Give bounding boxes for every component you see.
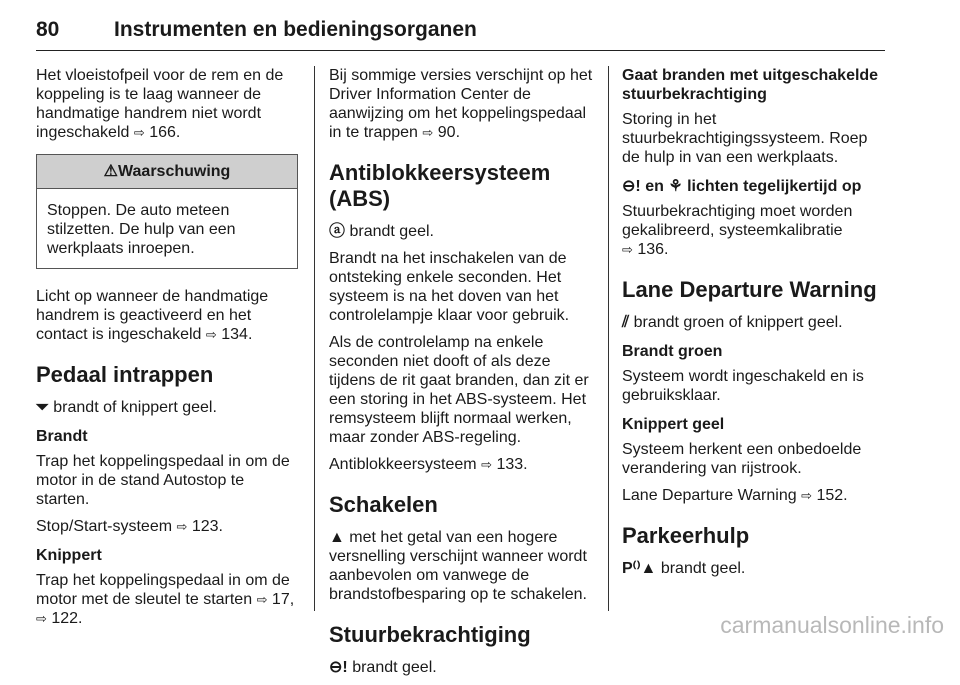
warning-text: Stoppen. De auto meteen stilzetten. De hulp van een werkplaats inroepen. xyxy=(47,202,236,257)
page-ref[interactable]: 133. xyxy=(496,456,528,473)
shift-up-icon: ▲ xyxy=(329,529,345,546)
paragraph: Stuurbekrachtiging moet worden gekalibreerd, systeemkalibratie ⇨ 136. xyxy=(622,203,853,258)
immobiliser-icon: ⚘ xyxy=(668,178,683,195)
ref-arrow-icon: ⇨ xyxy=(36,611,47,626)
sub-heading: Brandt xyxy=(36,428,88,445)
sub-heading: Knippert xyxy=(36,547,102,564)
paragraph: Storing in het stuurbekrachtigingssysteem. Roep de hulp in van een werkplaats. xyxy=(622,111,868,166)
steering-icon: ⊖! xyxy=(622,178,641,195)
paragraph: Trap het koppelingspedaal in om de motor in de stand Autostop te starten. xyxy=(36,453,290,508)
watermark: carmanualsonline.info xyxy=(720,612,944,638)
paragraph: ▲ met het getal van een hogere versnelling verschijnt wanneer wordt aanbevolen om vanwege de brandstofbesparing op te schakelen. xyxy=(329,529,587,603)
indicator-line: ⓐ brandt geel. xyxy=(329,223,434,240)
section-heading: Pedaal intrappen xyxy=(36,362,214,387)
column-1 xyxy=(36,66,298,636)
page-number: 80 xyxy=(36,18,60,41)
ref-arrow-icon: ⇨ xyxy=(801,488,812,503)
paragraph: Trap het koppelingspedaal in om de motor met de sleutel te starten ⇨ 17, ⇨ 122. xyxy=(36,572,295,627)
page-ref[interactable]: 122. xyxy=(51,610,83,627)
abs-icon: ⓐ xyxy=(329,223,346,240)
clutch-pedal-icon: ⏷ xyxy=(36,399,49,416)
sub-heading: ⊖! en ⚘ lichten tegelijkertijd op xyxy=(622,178,862,195)
paragraph: Stop/Start-systeem ⇨ 123. xyxy=(36,518,223,535)
ref-arrow-icon: ⇨ xyxy=(481,457,492,472)
column-2 xyxy=(329,66,594,685)
sub-heading: Knippert geel xyxy=(622,416,725,433)
page-header xyxy=(36,0,885,51)
paragraph: Het vloeistofpeil voor de rem en de koppeling is te laag wanneer de handmatige handrem niet wordt ingeschakeld ⇨ 166. xyxy=(36,67,284,141)
paragraph: Bij sommige versies verschijnt op het Driver Information Center de aanwijzing om het koppelingspedaal in te trappen ⇨ 90. xyxy=(329,67,593,141)
section-heading: Stuurbekrachtiging xyxy=(329,622,531,647)
warning-title: Waarschuwing xyxy=(118,163,231,180)
paragraph: Als de controlelamp na enkele seconden niet dooft of als deze tijdens de rit gaat branden, dan zit er een storing in het ABS-systeem. Het remsysteem blijft normaal werken, maar zonder ABS-regeling. xyxy=(329,334,589,446)
ref-arrow-icon: ⇨ xyxy=(256,592,268,607)
ref-arrow-icon: ⇨ xyxy=(176,519,188,534)
warning-header xyxy=(37,155,297,189)
page-ref[interactable]: 134. xyxy=(221,326,253,343)
page-ref[interactable]: 152. xyxy=(816,487,848,504)
indicator-line: ⫽ brandt groen of knippert geel. xyxy=(622,314,843,331)
indicator-line: ⊖! brandt geel. xyxy=(329,659,437,676)
column-divider xyxy=(608,66,609,611)
section-heading: Antiblokkeersysteem (ABS) xyxy=(329,160,551,211)
running-title: Instrumenten en bedieningsorganen xyxy=(114,18,477,41)
ref-arrow-icon: ⇨ xyxy=(622,242,633,257)
page-ref[interactable]: 136. xyxy=(637,241,669,258)
paragraph: Brandt na het inschakelen van de ontsteking enkele seconden. Het systeem is na het doven van het controlelampje klaar voor gebruik. xyxy=(329,250,570,324)
section-heading: Parkeerhulp xyxy=(622,523,750,548)
sub-heading: Gaat branden met uitgeschakelde stuurbekrachtiging xyxy=(622,67,879,103)
paragraph: Systeem herkent een onbedoelde verandering van rijstrook. xyxy=(622,441,862,477)
column-3 xyxy=(622,66,884,586)
section-heading: Lane Departure Warning xyxy=(622,277,877,302)
page-ref[interactable]: 90. xyxy=(437,124,461,141)
page-ref[interactable]: 123. xyxy=(191,518,223,535)
warning-icon: ⚠ xyxy=(103,163,119,180)
page-ref[interactable]: 166. xyxy=(149,124,181,141)
paragraph: Systeem wordt ingeschakeld en is gebruiksklaar. xyxy=(622,368,864,404)
warning-box xyxy=(36,154,298,269)
steering-icon: ⊖! xyxy=(329,659,348,676)
ref-arrow-icon: ⇨ xyxy=(133,125,145,140)
section-heading: Schakelen xyxy=(329,492,438,517)
ref-arrow-icon: ⇨ xyxy=(205,327,217,342)
park-assist-icon: P⁽⁾▲ xyxy=(622,560,657,577)
paragraph: Lane Departure Warning ⇨ 152. xyxy=(622,487,848,504)
sub-heading: Brandt groen xyxy=(622,343,723,360)
page-ref[interactable]: 17, xyxy=(271,591,295,608)
ref-arrow-icon: ⇨ xyxy=(422,125,434,140)
indicator-line: P⁽⁾▲ brandt geel. xyxy=(622,560,746,577)
column-divider xyxy=(314,66,315,611)
paragraph: Licht op wanneer de handmatige handrem is geactiveerd en het contact is ingeschakeld ⇨ 134. xyxy=(36,288,269,343)
paragraph: Antiblokkeersysteem ⇨ 133. xyxy=(329,456,528,473)
lane-departure-icon: ⫽ xyxy=(622,314,630,331)
indicator-line: ⏷ brandt of knippert geel. xyxy=(36,399,217,416)
